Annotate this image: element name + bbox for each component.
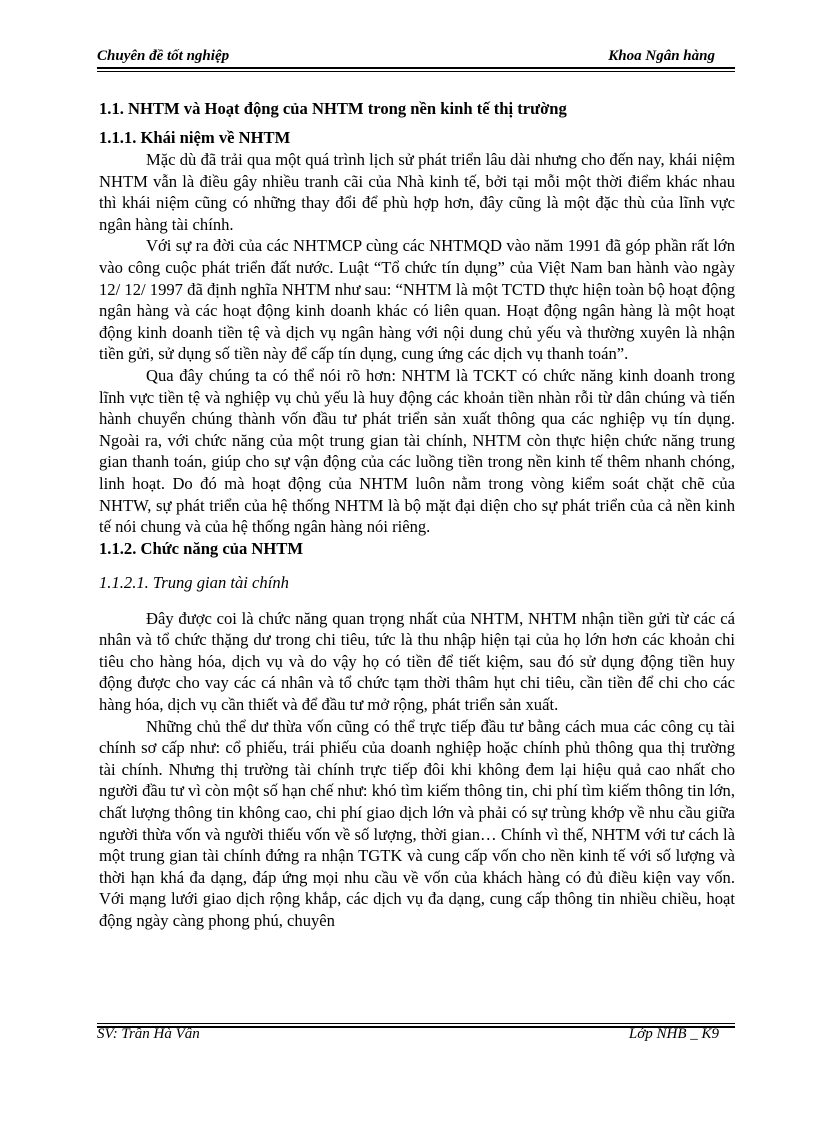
paragraph: Với sự ra đời của các NHTMCP cùng các NHTMQD vào năm 1991 đã góp phần rất lớn vào công cuộc phát triển đất nước. Luật “Tổ chức tín dụng” của Việt Nam ban hành vào ngày 12/ 12/ 1997 đã định nghĩa NHTM như sau: “NHTM là một TCTD thực hiện toàn bộ hoạt động ngân hàng và các hoạt động kinh doanh khác có liên quan. Hoạt động ngân hàng là một hoạt động kinh doanh tiền tệ và dịch vụ ngân hàng với nội dung chủ yếu và thường xuyên là nhận tiền gửi, sử dụng số tiền này để cấp tín dụng, cung ứng các dịch vụ thanh toán”.: [99, 236, 735, 364]
subsection-heading-function: 1.1.2. Chức năng của NHTM: [99, 538, 304, 558]
subsection-heading-concept: 1.1.1. Khái niệm về NHTM: [99, 128, 291, 147]
footer-right-text: Lớp NHB _ K9: [628, 1026, 719, 1042]
footer-left-text: SV: Trần Hà Vân: [97, 1026, 200, 1042]
footer-rule-thin: [97, 1023, 735, 1024]
header-rule-thick: [97, 67, 735, 69]
paragraph: Qua đây chúng ta có thể nói rõ hơn: NHTM là TCKT có chức năng kinh doanh trong lĩnh vực tiền tệ và nghiệp vụ chủ yếu là huy động các khoản tiền nhàn rỗi từ dân chúng và tiến hành chuyển chúng thành vốn đầu tư phát triển sản xuất thông qua các nghiệp vụ tín dụng. Ngoài ra, với chức năng của một trung gian tài chính, NHTM còn thực hiện chức năng trung gian thanh toán, giúp cho sự vận động của các luồng tiền trong nền kinh tế thêm nhanh chóng, linh hoạt. Do đó mà hoạt động của NHTM luôn nằm trong vòng kiểm soát chặt chẽ của NHTW, sự phát triển của hệ thống NHTM là bộ mặt đại diện cho sự phát triển của cả nền kinh tế nói chung và của hệ thống ngân hàng nói riêng.: [99, 365, 735, 537]
document-body: [99, 98, 735, 932]
page-header: [97, 48, 717, 68]
header-right-text: Khoa Ngân hàng: [608, 48, 715, 64]
header-rule-thin: [97, 71, 735, 72]
paragraph: Những chủ thể dư thừa vốn cũng có thể trực tiếp đầu tư bằng cách mua các công cụ tài chính sơ cấp như: cổ phiếu, trái phiếu của doanh nghiệp hoặc chính phủ thông qua thị trường tài chính. Nhưng thị trường tài chính trực tiếp đôi khi không đem lại hiệu quả cao nhất cho người đầu tư vì còn một số hạn chế như: khó tìm kiếm thông tin, chi phí tìm kiếm thông tin lớn, chất lượng thông tin không cao, chi phí giao dịch lớn và phải có sự trùng khớp về nhu cầu giữa người thừa vốn và người thiếu vốn về số lượng, thời gian… Chính vì thế, NHTM với tư cách là một trung gian tài chính đứng ra nhận TGTK và cung cấp vốn cho nền kinh tế với số lượng và thời hạn khá đa dạng, đáp ứng mọi nhu cầu về vốn của khách hàng có đủ điều kiện vay vốn. Với mạng lưới giao dịch rộng khắp, các dịch vụ đa dạng, cung cấp thông tin nhiều chiều, hoạt động ngày càng phong phú, chuyên: [99, 716, 735, 930]
header-left-text: Chuyên đề tốt nghiệp: [97, 48, 230, 64]
paragraph: Mặc dù đã trải qua một quá trình lịch sử phát triển lâu dài nhưng cho đến nay, khái niệm NHTM vẫn là điều gây nhiều tranh cãi của Nhà kinh tế, bởi tại mỗi một thời điểm khác nhau thì khái niệm cũng có những thay đổi để phù hợp hơn, đây cũng là một đặc thù của lĩnh vực ngân hàng tài chính.: [99, 150, 735, 234]
section-heading: 1.1. NHTM và Hoạt động của NHTM trong nền kinh tế thị trường: [99, 99, 567, 118]
page-footer: [97, 1026, 719, 1044]
paragraph: Đây được coi là chức năng quan trọng nhất của NHTM, NHTM nhận tiền gửi từ các cá nhân và tổ chức thặng dư trong chi tiêu, tức là thu nhập hiện tại của họ lớn hơn các khoản chi tiêu cho hàng hóa, dịch vụ và do vậy họ có tiền để tiết kiệm, sau đó sử dụng động tiền huy động được cho vay các cá nhân và tổ chức tạm thời thâm hụt chi tiêu, cần tiền để chi cho các hàng hóa, dịch vụ cần thiết và để đầu tư mở rộng, phát triển sản xuất.: [99, 608, 735, 715]
subsubsection-heading: 1.1.2.1. Trung gian tài chính: [99, 572, 289, 592]
